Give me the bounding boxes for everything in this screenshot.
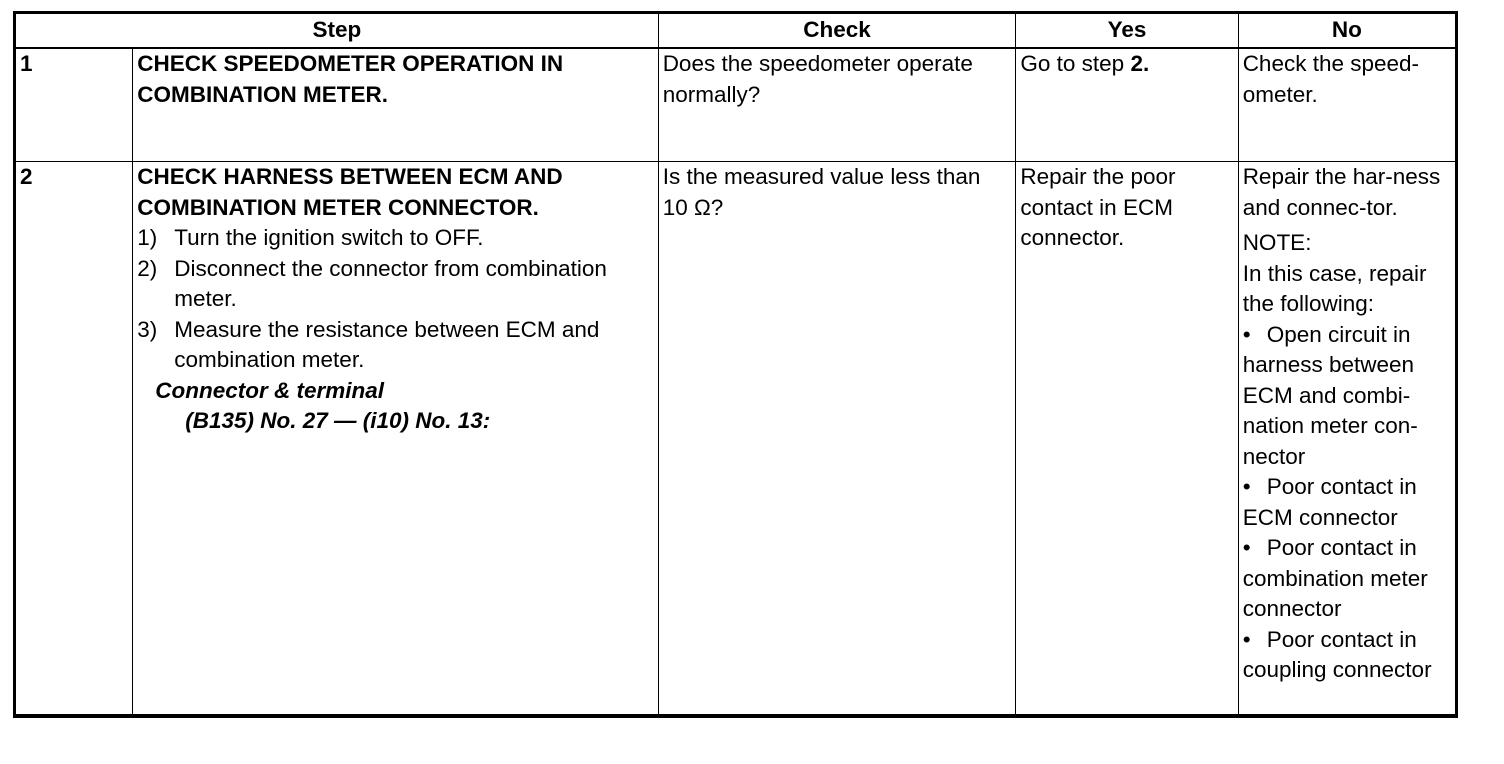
check-cell: Does the speedometer operate normally? (658, 48, 1016, 162)
header-row (15, 13, 1457, 49)
step-number: 1 (15, 48, 133, 162)
bullet-icon: • (1242, 626, 1251, 652)
check-cell: Is the measured value less than 10 Ω? (658, 162, 1016, 717)
note-label: NOTE: (1242, 230, 1312, 255)
substep-marker: 1) (137, 225, 158, 250)
bullet-icon: • (1242, 321, 1251, 347)
bullet-icon: • (1242, 474, 1251, 499)
step-cell (133, 162, 658, 717)
substep-list (137, 223, 653, 376)
no-cell (1238, 162, 1456, 717)
cause-list (1243, 320, 1451, 686)
list-item (1243, 320, 1451, 473)
yes-text: Go to step (1020, 51, 1131, 76)
bullet-icon: • (1242, 535, 1251, 560)
substep-text: Measure the resistance between ECM and combination meter. (174, 316, 600, 372)
substep-marker: 2) (137, 255, 158, 281)
list-item (1243, 625, 1451, 686)
substep-marker: 3) (137, 316, 158, 342)
substep-text: Disconnect the connector from combination meter. (174, 255, 607, 311)
cause-text: Open circuit in harness between ECM and combi-nation meter con-nector (1242, 321, 1418, 469)
diagnostic-table (13, 11, 1458, 718)
substep (137, 315, 653, 376)
no-text: Repair the har-ness and connec-tor. (1242, 164, 1441, 220)
cause-text: Poor contact in coupling connector (1242, 626, 1432, 682)
substep-text: Turn the ignition switch to OFF. (174, 225, 484, 250)
table-row (15, 162, 1457, 717)
step-title: CHECK SPEEDOMETER OPERATION IN COMBINATION METER. (137, 51, 564, 107)
yes-cell: Repair the poor contact in ECM connector. (1016, 162, 1238, 717)
list-item (1243, 472, 1451, 533)
yes-cell (1016, 48, 1238, 162)
header-step: Step (15, 13, 659, 49)
step-number: 2 (15, 162, 133, 717)
cause-text: Poor contact in combination meter connector (1242, 535, 1428, 621)
connector-terminal-value: (B135) No. 27 — (i10) No. 13: (185, 408, 491, 433)
step-reference: 2. (1130, 51, 1150, 76)
cause-text: Poor contact in ECM connector (1242, 474, 1417, 530)
substep (137, 254, 653, 315)
substep (137, 223, 653, 254)
header-no: No (1238, 13, 1456, 49)
header-yes: Yes (1016, 13, 1238, 49)
list-item (1243, 533, 1451, 625)
step-cell (133, 48, 658, 162)
header-check: Check (658, 13, 1016, 49)
note-intro: In this case, repair the following: (1242, 260, 1427, 316)
table-row (15, 48, 1457, 162)
step-title: CHECK HARNESS BETWEEN ECM AND COMBINATION METER CONNECTOR. (137, 164, 563, 220)
connector-label: Connector & terminal (155, 377, 384, 403)
no-cell: Check the speed-ometer. (1238, 48, 1456, 162)
